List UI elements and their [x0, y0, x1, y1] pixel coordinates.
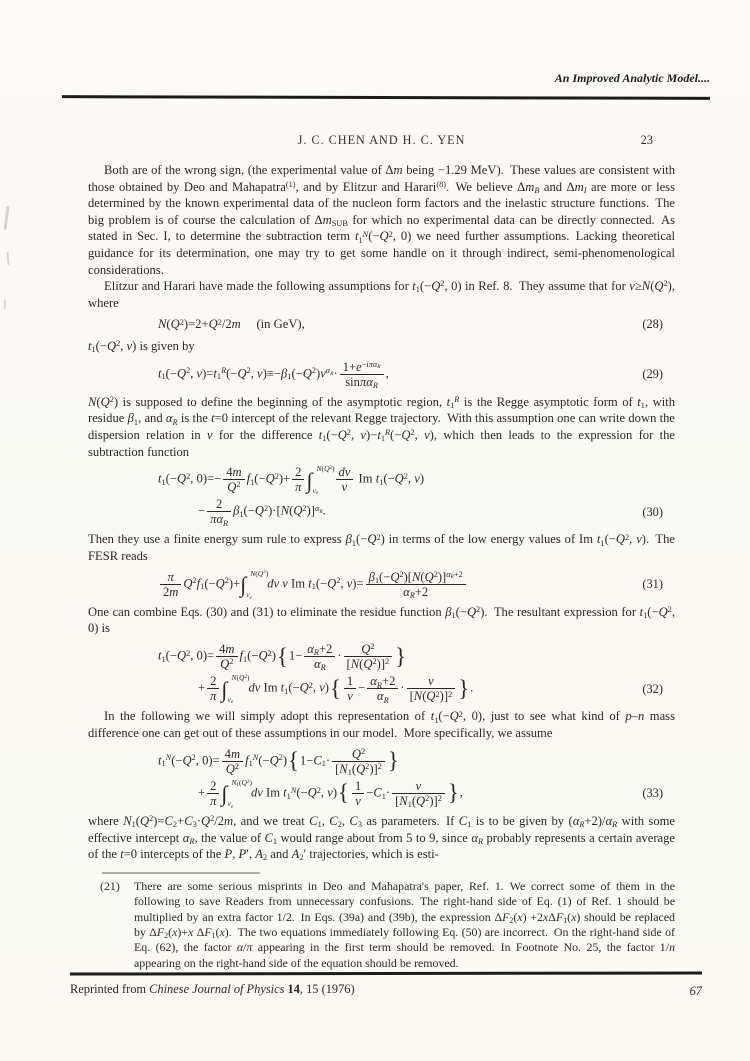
equation-33-line2: + $\frac{2}{\pi}$ ∫ $N_1(Q^2)$ $\nu_e$ dν Im $t_1^N(-Q^2$, ν){ $\frac{1}{\nu}$ $-C_1\cdot$ $\frac{\nu}{[N_1(Q^2)]^2}$ }, [198, 777, 463, 810]
equation-29-number: (29) [642, 366, 663, 381]
journal-volume: 14 [284, 982, 300, 996]
scan-artifact [4, 206, 10, 230]
paragraph-7: where $N_1(Q^2)=C_2+C_3\cdot Q^2/2m$, and we treat $C_1$, $C_2$, $C_3$ as parameters. If $C_1$ is to be given by $(\alpha_R+2)/\alpha_R$ with some effective intercept $\alpha_R$, the value of $C_1$ would range about from 5 to 9, since $\alpha_R$ probably represents a certain average of the t=0 intercepts of the P, P′, $A_2$ and $A_2'$ trajectories, which is esti- [88, 813, 676, 863]
equation-29-body: $t_1(-Q^2$, $\nu)=t_1^R(-Q^2$, $\nu)\equiv-\beta_1(-Q^2)\nu^{\alpha_R}\cdot$ $1+e^{-i\pi\alpha_R}$ sinπα$_R$ , [158, 359, 389, 390]
footer-rule [70, 971, 702, 975]
paragraph-1: Both are of the wrong sign, (the experimental value of Δm being −1.29 MeV). These values are consistent with those obtained by Deo and Mahapatra$^{(1)}$, and by Elitzur and Harari$^{(8)}$. We believe $\Delta m_B$ and $\Delta m_I$ are more or less determined by the known experimental data of the nucleon form factors and the inelastic structure functions. The big problem is of course the calculation of $\Delta m_{SUB}$ for which no experimental data can be directly connected. As stated in Sec. I, to determine the subtraction term $t_1^N(-Q^2$, 0) we need further assumptions. Lacking theoretical guidance for its determination, one may try to get some handle on it through indirect, semi-phenomenological considerations. [88, 163, 675, 277]
footnote-text: There are some serious misprints in Deo and Mahapatra's paper, Ref. 1. We correct some of them in the following to save Readers from unnecessary confusions. The right-hand side of Eq. (1) of Ref. 1 should be multiplied by an extra factor 1/2. In Eqs. (39a) and (39b), the expression $\Delta F_2(x) +2x\Delta F_1(x)$ should be replaced by $\Delta F_2(x)+x$ $\Delta F_1(x)$. The two equations immediately following Eq. (50) are incorrect. On the right-hand side of Eq. (62), the factor α/π appearing in the first term should be removed. In Footnote No. 25, the factor 1/n appearing on the right-hand side of the equation should be removed. [134, 878, 676, 970]
scan-artifact [7, 252, 10, 265]
reprint-prefix: Reprinted from [70, 982, 150, 996]
equation-30-number: (30) [642, 504, 663, 519]
scan-artifact [4, 300, 6, 309]
article-body [88, 162, 675, 971]
equation-28-number: (28) [642, 317, 663, 332]
equation-32-line1: $t_1(-Q^2$, 0)= $\frac{4m}{Q^2}$ $f_1(-Q^2)\{1-$ $\frac{\alpha_R+2}{\alpha_R}$ · $\frac{Q^2}{[N(Q^2)]^2}$ } [158, 642, 407, 673]
folio-number: 67 [689, 984, 702, 998]
equation-33-line1: $t_1^N(-Q^2$, 0)= $\frac{4m}{Q^2}$ $f_1^N(-Q^2)\{1-C_1\cdot$ $\frac{Q^2}{[N_1(Q^2)]^2}$ } [158, 746, 399, 778]
paragraph-3: $N(Q^2)$ is supposed to define the beginning of the asymptotic region, $t_1^R$ is the Regge asymptotic form of $t_1$, with residue $\beta_1$, and $\alpha_R$ is the t=0 intercept of the relevant Regge trajectory. With this assumption one can write down the dispersion relation in ν for the difference $t_1(-Q^2$, $\nu)-t_1^R(-Q^2$, ν), which then leads to the expression for the subtraction function [88, 394, 676, 459]
equation-28 [88, 316, 675, 333]
equation-30-line2: − 2 $\pi\alpha_R$ $\beta_1(-Q^2)\cdot[N(Q^2)]^{\alpha_R}$. [198, 497, 326, 528]
equation-29 [88, 360, 675, 389]
paragraph-6: In the following we will simply adopt this representation of $t_1(-Q^2$, 0), just to see what kind of p–n mass difference one can get out of these assumptions in our model. More specifically, we assume [88, 709, 675, 740]
equation-31-body: $\frac{\pi}{2m}$ $Q^2f_1(-Q^2)+\int$ $N(Q^2)$ $\nu_e$ dν ν Im $t_1(-Q^2$, ν)= $\frac{\beta_1(-Q^2)[N(Q^2)]^{\alpha_R+2}}{\alpha_R+2}$ [88, 570, 619, 599]
footnote-separator [102, 872, 260, 874]
equation-30-line1: $t_1(-Q^2$, 0)=− $\frac{4m}{Q^2}$ $f_1(-Q^2)+$ $\frac{2}{\pi}$ ∫ $N(Q^2)$ $\nu_e$ $\frac{d\nu}{\nu}$ Im $t_1(-Q^2$, ν) [158, 464, 425, 497]
paragraph-2b: $t_1(-Q^2$, ν) is given by [88, 338, 195, 355]
page-number: 23 [640, 133, 653, 147]
equation-32 [88, 642, 675, 706]
equation-32-number: (32) [642, 681, 663, 696]
equation-33-number: (33) [642, 786, 663, 801]
running-head: An Improved Analytic Model.... [554, 71, 710, 85]
paragraph-5: One can combine Eqs. (30) and (31) to eliminate the residue function $\beta_1(-Q^2)$. The resultant expression for $t_1(-Q^2$, 0) is [88, 604, 675, 636]
equation-30 [88, 465, 675, 526]
header-rule [62, 95, 710, 99]
equation-28-body: $N(Q^2)=2+Q^2/2m$ (in GeV), [158, 317, 305, 332]
page-footer [70, 982, 702, 997]
equation-31 [88, 570, 675, 599]
journal-name: Chinese Journal of Physics [149, 982, 285, 996]
paragraph-4: Then they use a finite energy sum rule to express $\beta_1(-Q^2)$ in terms of the low energy values of Im $t_1(-Q^2$, ν). The FESR reads [88, 532, 675, 564]
footnote-label: (21) [100, 878, 120, 893]
paragraph-2: Elitzur and Harari have made the following assumptions for $t_1(-Q^2$, 0) in Ref. 8. They assume that for $\nu\ge N(Q^2)$, where [88, 279, 675, 310]
footnote-21 [100, 879, 675, 971]
page-header [88, 133, 675, 148]
authors-header: J. C. CHEN AND H. C. YEN [297, 133, 466, 147]
equation-32-line2: + $\frac{2}{\pi}$ ∫ $N(Q^2)$ $\nu_e$ dν Im $t_1(-Q^2$, ν){ $\frac{1}{\nu}$ − $\frac{\alpha_R+2}{\alpha_R}$ · $\frac{\nu}{[N(Q^2)]^2}$ }. [198, 673, 474, 706]
equation-31-number: (31) [642, 576, 663, 591]
equation-33 [88, 747, 675, 808]
reprint-suffix: , 15 (1976) [299, 982, 355, 996]
